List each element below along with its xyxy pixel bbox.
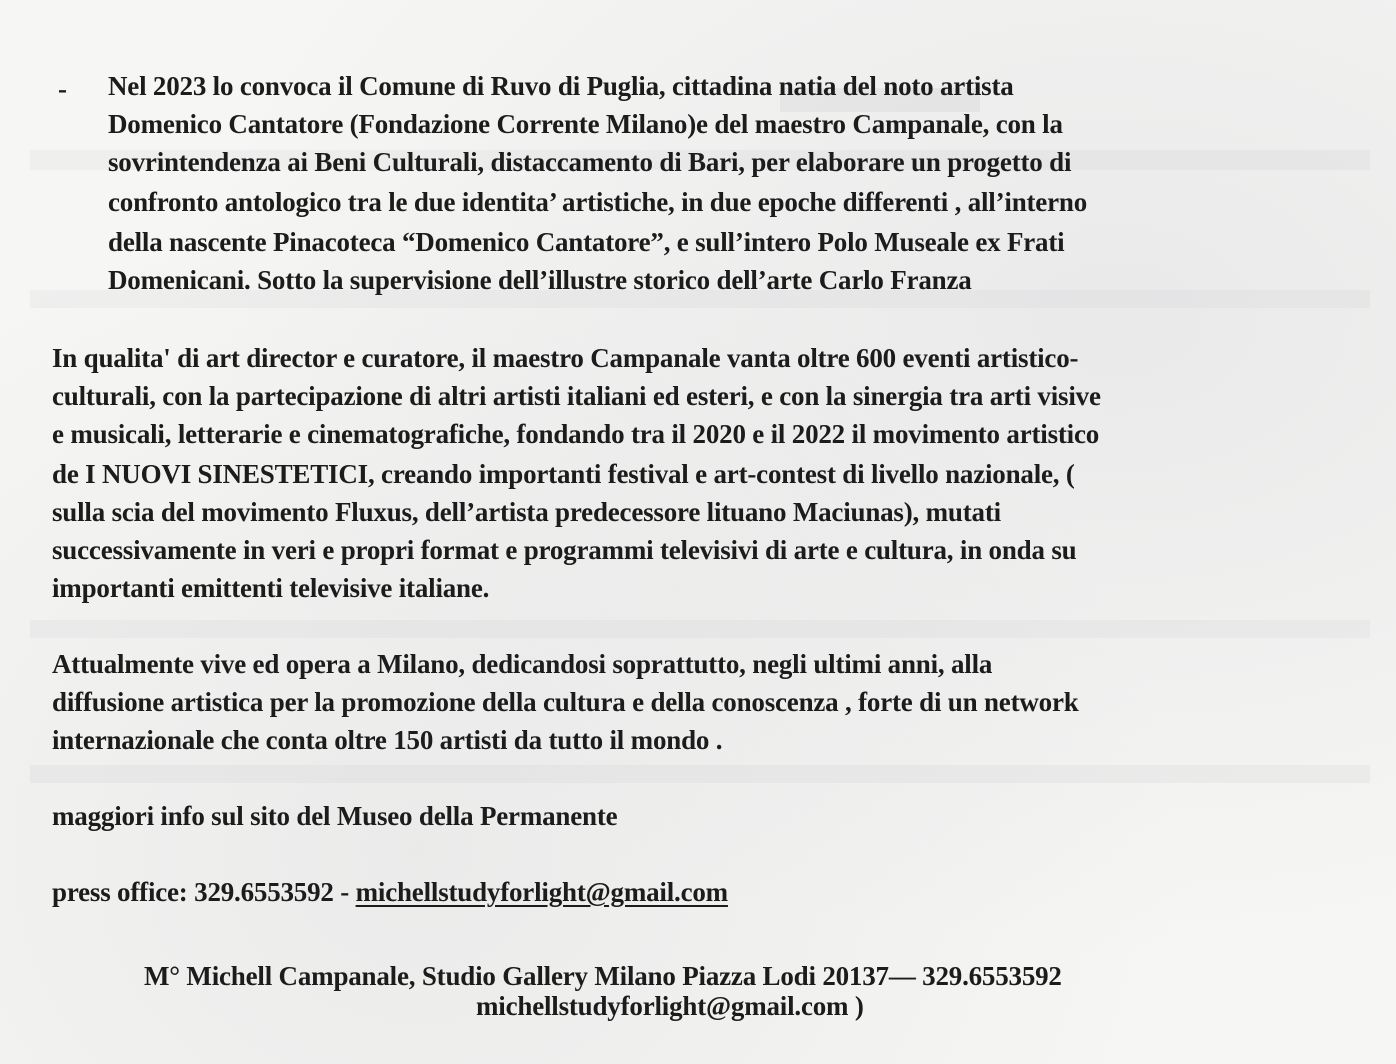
paragraph-2-line-3: internazionale che conta oltre 150 artisti da tutto il mondo . — [52, 725, 723, 755]
paragraph-2-line-1: Attualmente vive ed opera a Milano, dedicandosi soprattutto, negli ultimi anni, alla — [52, 649, 993, 679]
bleed-through-ghost — [30, 765, 1370, 783]
bullet-line-6: Domenicani. Sotto la supervisione dell’illustre storico dell’arte Carlo Franza — [108, 265, 972, 295]
bleed-through-ghost — [30, 620, 1370, 638]
press-email-link[interactable]: michellstudyforlight@gmail.com — [355, 877, 728, 907]
info-line: maggiori info sul sito del Museo della Permanente — [52, 801, 618, 831]
signature-line-1: M° Michell Campanale, Studio Gallery Milano Piazza Lodi 20137— 329.6553592 — [144, 961, 1062, 991]
signature-line-2: michellstudyforlight@gmail.com ) — [476, 991, 864, 1021]
paragraph-1-line-4: de I NUOVI SINESTETICI, creando importanti festival e art-contest di livello nazionale, ( — [52, 459, 1075, 489]
paragraph-1-line-6: successivamente in veri e propri format e programmi televisivi di arte e cultura, in onda su — [52, 535, 1077, 565]
bullet-marker: - — [58, 74, 67, 104]
paragraph-1-line-2: culturali, con la partecipazione di altri artisti italiani ed esteri, e con la sinergia tra arti visive — [52, 381, 1101, 411]
press-office-line — [52, 876, 728, 908]
bullet-line-4: confronto antologico tra le due identita’ artistiche, in due epoche differenti , all’interno — [108, 187, 1087, 217]
paragraph-2-line-2: diffusione artistica per la promozione della cultura e della conoscenza , forte di un network — [52, 687, 1079, 717]
bullet-line-2: Domenico Cantatore (Fondazione Corrente Milano)e del maestro Campanale, con la — [108, 109, 1063, 139]
press-office-label: press office: 329.6553592 - — [52, 877, 356, 907]
paragraph-1-line-7: importanti emittenti televisive italiane. — [52, 573, 490, 603]
bullet-line-5: della nascente Pinacoteca “Domenico Cantatore”, e sull’intero Polo Museale ex Frati — [108, 227, 1065, 257]
paragraph-1-line-5: sulla scia del movimento Fluxus, dell’artista predecessore lituano Maciunas), mutati — [52, 497, 1001, 527]
bullet-line-1: Nel 2023 lo convoca il Comune di Ruvo di Puglia, cittadina natia del noto artista — [108, 71, 1014, 101]
paragraph-1-line-1: In qualita' di art director e curatore, il maestro Campanale vanta oltre 600 eventi artistico- — [52, 343, 1079, 373]
bullet-line-3: sovrintendenza ai Beni Culturali, distaccamento di Bari, per elaborare un progetto di — [108, 147, 1072, 177]
paragraph-1-line-3: e musicali, letterarie e cinematografiche, fondando tra il 2020 e il 2022 il movimento artistico — [52, 419, 1100, 449]
